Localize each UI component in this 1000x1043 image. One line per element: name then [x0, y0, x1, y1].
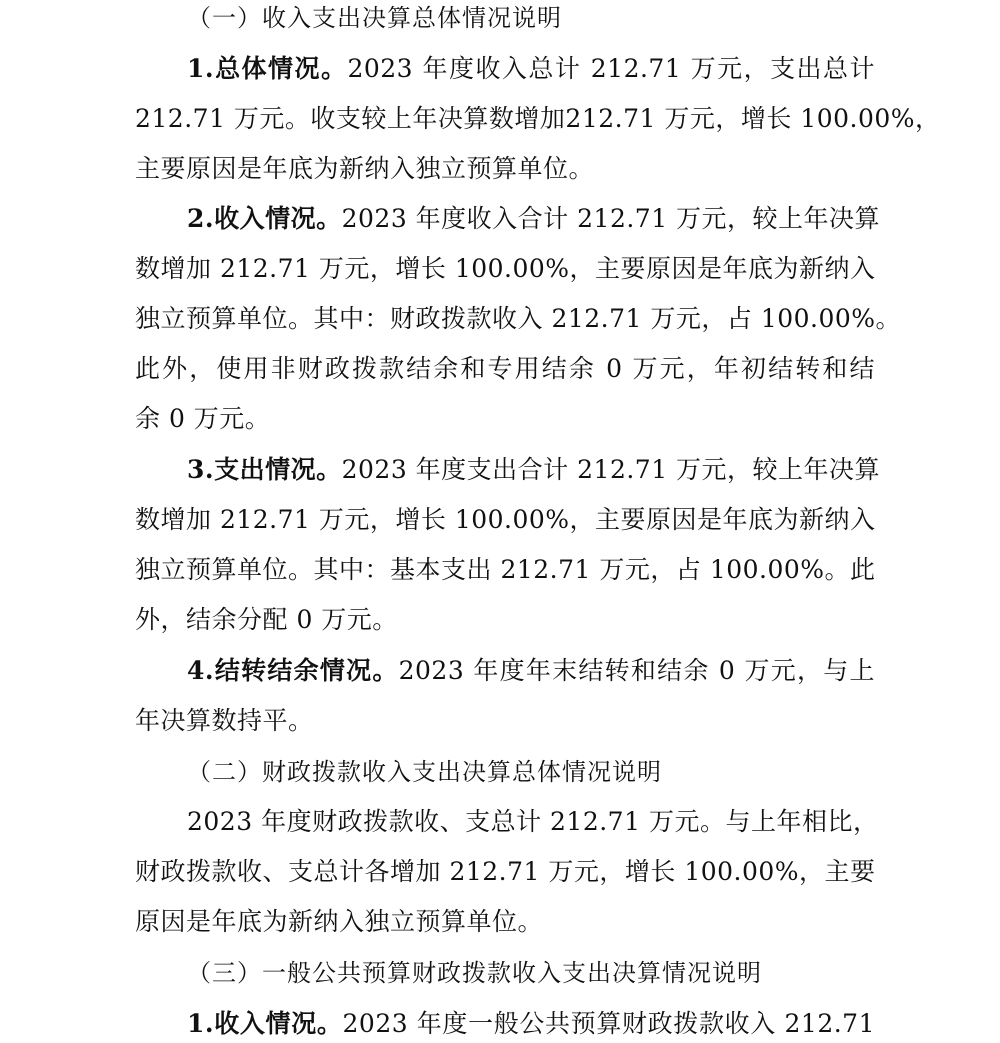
paragraph-income-line-3: 独立预算单位。其中：财政拨款收入 212.71 万元，占 100.00%。: [135, 304, 902, 333]
paragraph-carryover-line-1: 4.结转结余情况。2023 年度年末结转和结余 0 万元，与上: [187, 656, 875, 685]
paragraph-overall-line-2: 212.71 万元。收支较上年决算数增加212.71 万元，增长 100.00%，: [135, 104, 941, 133]
section-heading-3: （三）一般公共预算财政拨款收入支出决算情况说明: [187, 959, 762, 987]
paragraph-fiscal-line-3: 原因是年底为新纳入独立预算单位。: [135, 907, 544, 936]
paragraph-overall-line-3: 主要原因是年底为新纳入独立预算单位。: [135, 154, 595, 183]
paragraph-expense-line-2: 数增加 212.71 万元，增长 100.00%，主要原因是年底为新纳入: [135, 505, 876, 534]
paragraph-income-line-5: 余 0 万元。: [135, 404, 271, 433]
paragraph-expense-line-3: 独立预算单位。其中：基本支出 212.71 万元，占 100.00%。此: [135, 555, 876, 584]
item-label-expense: 3.支出情况。: [187, 455, 342, 484]
item-label-income: 2.收入情况。: [187, 204, 342, 233]
paragraph-income-line-2: 数增加 212.71 万元，增长 100.00%，主要原因是年底为新纳入: [135, 254, 876, 283]
item-label-carryover: 4.结转结余情况。: [187, 656, 399, 685]
section-heading-1: （一）收入支出决算总体情况说明: [187, 4, 562, 32]
paragraph-income-line-1: 2.收入情况。2023 年度收入合计 212.71 万元，较上年决算: [187, 204, 881, 233]
paragraph-expense-line-1: 3.支出情况。2023 年度支出合计 212.71 万元，较上年决算: [187, 455, 881, 484]
item-label-overall: 1.总体情况。: [187, 54, 348, 83]
paragraph-overall-line-1: 1.总体情况。2023 年度收入总计 212.71 万元，支出总计: [187, 54, 875, 83]
paragraph-fiscal-line-2: 财政拨款收、支总计各增加 212.71 万元，增长 100.00%，主要: [135, 857, 876, 886]
paragraph-fiscal-line-1: 2023 年度财政拨款收、支总计 212.71 万元。与上年相比，: [187, 807, 879, 836]
paragraph-expense-line-4: 外，结余分配 0 万元。: [135, 605, 398, 634]
item-label-gpb-income: 1.收入情况。: [187, 1009, 343, 1038]
paragraph-income-line-4: 此外，使用非财政拨款结余和专用结余 0 万元，年初结转和结: [135, 354, 875, 383]
paragraph-carryover-line-2: 年决算数持平。: [135, 706, 314, 735]
paragraph-gpb-income-line-1: 1.收入情况。2023 年度一般公共预算财政拨款收入 212.71: [187, 1009, 875, 1038]
section-heading-2: （二）财政拨款收入支出决算总体情况说明: [187, 758, 662, 786]
